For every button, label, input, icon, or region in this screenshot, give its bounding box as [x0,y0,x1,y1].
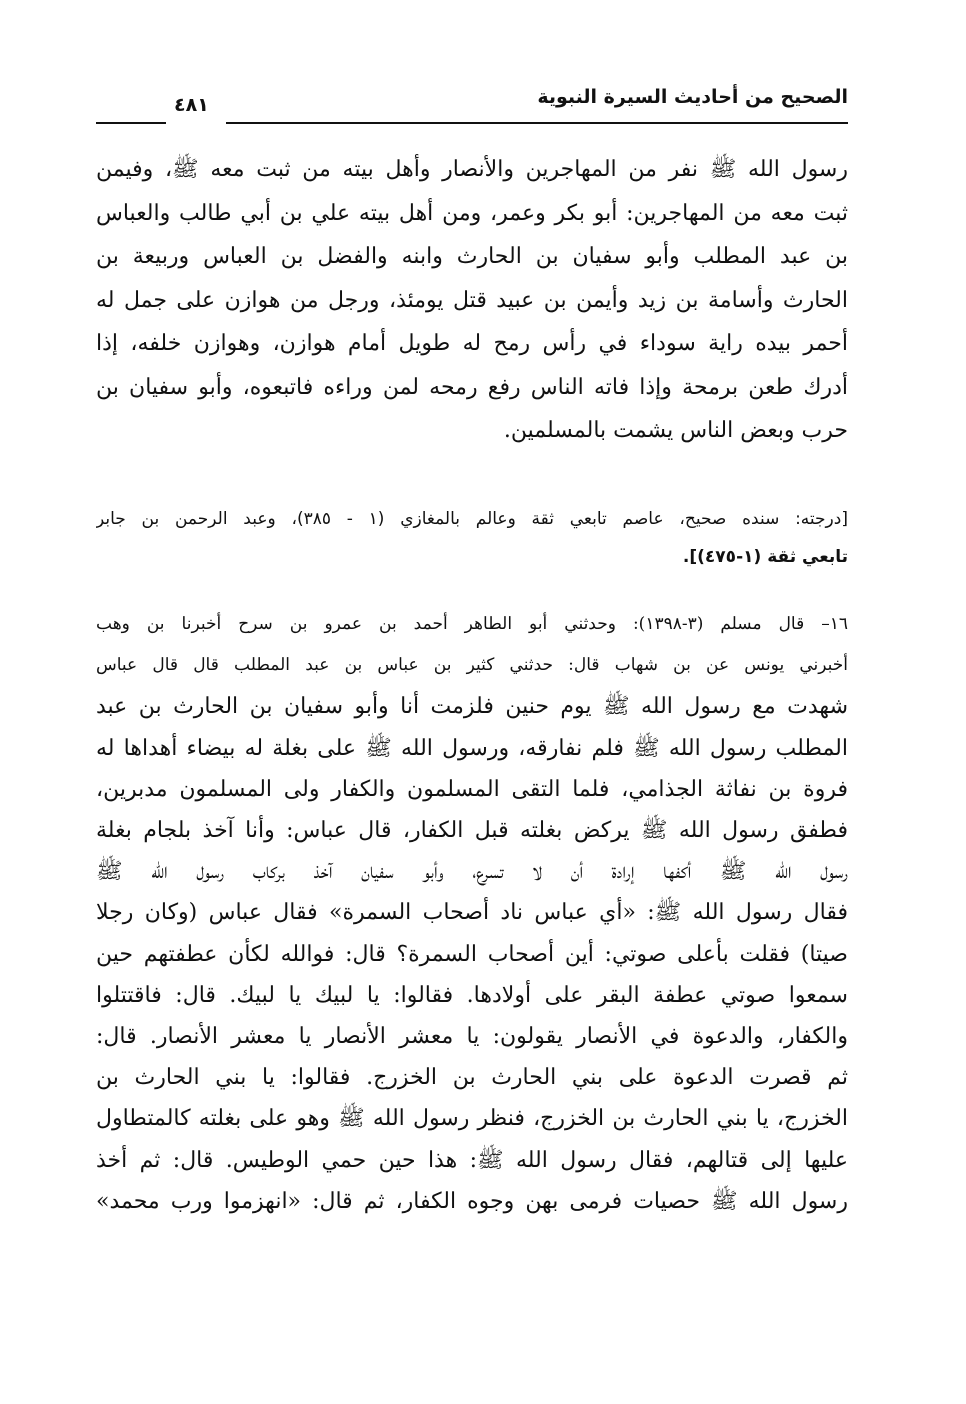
text-line: سمعوا صوتي عطفة البقر على أولادها. فقالوا: يا لبيك يا لبيك. قال: فاقتتلوا [96,982,848,1008]
text-line: رسول الله ﷺ حصيات فرمى بهن وجوه الكفار، ثم قال: «انهزموا ورب محمد» [96,1188,848,1214]
text-line: ثم قصرت الدعوة على بني الحارث بن الخزرج. فقالوا: يا بني الحارث بن [96,1065,848,1091]
text-line: فطفق رسول الله ﷺ يركض بغلته قبل الكفار، قال عباس: وأنا آخذ بلجام بغلة [96,818,848,844]
text-line: رسول الله ﷺ نفر من المهاجرين والأنصار وأهل بيته من ثبت معه ﷺ، وفيمن [96,157,848,182]
isnad-line: ١٦– قال مسلم (٣-١٣٩٨): وحدثني أبو الطاهر أحمد بن عمرو بن سرح أخبرنا بن وهب [96,614,848,634]
text-line: صيتا) فقلت بأعلى صوتي: أين أصحاب السمرة؟ قال: فوالله لكأن عطفتهم حين [96,941,848,967]
text-line: حرب وبعض الناس يشمت بالمسلمين. [503,418,848,443]
text-line: المطلب رسول الله ﷺ فلم نفارقه، ورسول الله ﷺ على بغلة له بيضاء أهداها له [96,735,848,761]
isnad-line: أخبرني يونس عن بن شهاب قال: حدثني كثير بن عباس بن عبد المطلب قال قال عباس [96,655,848,676]
text-line: ثبت معه من المهاجرين: أبو بكر وعمر، ومن أهل بيته علي بن أبي طالب والعباس [96,200,848,226]
text-line: أدرك طعن برمحة وإذا فاته الناس رفع رمحه لمن وراءه فاتبعوه، وأبو سفيان بن [96,374,848,400]
running-title: الصحيح من أحاديث السيرة النبوية [537,86,848,108]
paragraph-continuation [96,148,848,453]
header-rule-short [96,122,166,124]
grade-line: [درجته: سنده صحيح، عاصم تابعي ثقة وعالم بالمغازي (١ - ٣٨٥)، وعبد الرحمن بن جابر [96,509,848,529]
header-rule [226,122,848,124]
hadith-16 [96,604,848,1222]
text-line: والكفار، والدعوة في الأنصار يقولون: يا معشر الأنصار يا معشر الأنصار. قال: [96,1024,848,1050]
text-line: بن عبد المطلب وأبو سفيان بن الحارث وابنه والفضل بن العباس وربيعة بن [96,244,848,269]
text-line: أحمر بيده راية سوداء في رأس رمح له طويل أمام هوازن، وهوازن خلفه، إذا [96,331,848,356]
text-line: الحارث وأسامة بن زيد وأيمن بن عبيد قتل يومئذ، ورجل من هوازن على جمل له [96,287,848,313]
text-line: فقال رسول الله ﷺ: «أي عباس ناد أصحاب السمرة» فقال عباس (وكان رجلا [96,900,848,926]
text-line: الخزرج، يا بني الحارث بن الخزرج، فنظر رسول الله ﷺ وهو على بغلته كالمتطاول [96,1106,848,1132]
text-line: شهدت مع رسول الله ﷺ يوم حنين فلزمت أنا وأبو سفيان بن الحارث بن عبد [96,694,848,720]
grade-note [96,500,848,576]
page-number: ٤٨١ [174,94,209,116]
text-line: رسول الله ﷺ أكفها إرادة أن لا تسرع، وأبو سفيان آخذ بركاب رسول الله ﷺ [96,859,848,885]
text-line: فروة بن نفاثة الجذامي، فلما التقى المسلمون والكفار ولى المسلمون مدبرين، [96,776,848,802]
text-line: عليها إلى قتالهم، فقال رسول الله ﷺ: هذا حين حمي الوطيس. قال: ثم أخذ [96,1147,848,1173]
grade-line: تابعي ثقة (١-٤٧٥)]. [682,547,848,567]
